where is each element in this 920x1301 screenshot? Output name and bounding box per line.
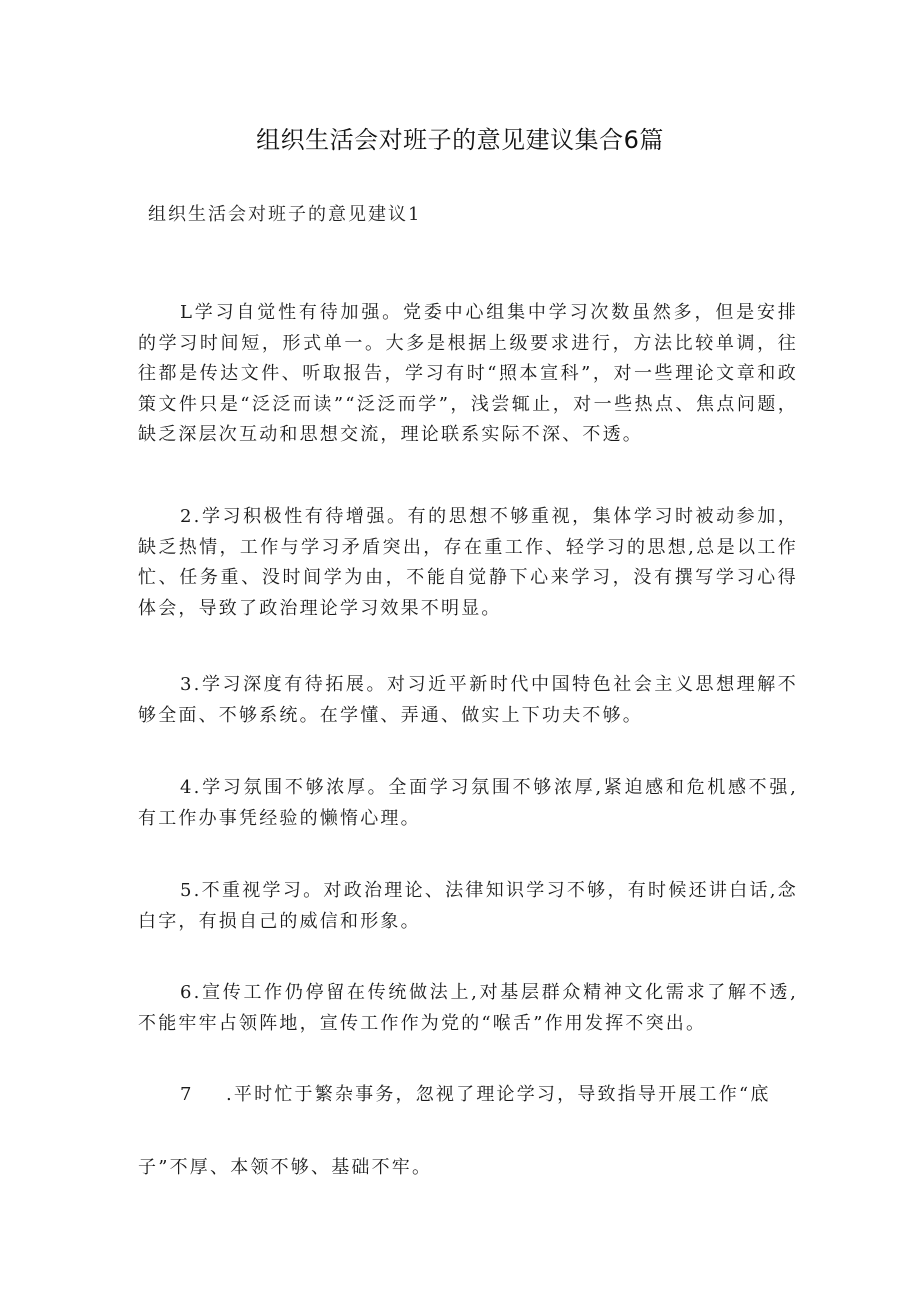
paragraph-2: 2.学习积极性有待增强。有的思想不够重视，集体学习时被动参加，缺乏热情，工作与学习矛盾突出，存在重工作、轻学习的思想,总是以工作忙、任务重、没时间学为由，不能自觉静下心来学习，没有撰写学习心得体会，导致了政治理论学习效果不明显。 (138, 506, 798, 619)
paragraph-4: 4.学习氛围不够浓厚。全面学习氛围不够浓厚,紧迫感和危机感不强,有工作办事凭经验的懒惰心理。 (138, 777, 798, 829)
paragraph-5: 5.不重视学习。对政治理论、法律知识学习不够，有时候还讲白话,念白字，有损自己的威信和形象。 (138, 880, 798, 932)
section-heading: 组织生活会对班子的意见建议1 (148, 204, 422, 225)
paragraph-1: L学习自觉性有待加强。党委中心组集中学习次数虽然多，但是安排的学习时间短，形式单一。大多是根据上级要求进行，方法比较单调，往往都是传达文件、听取报告，学习有时“照本宣科”，对一些理论文章和政策文件只是“泛泛而读”“泛泛而学”，浅尝辄止，对一些热点、焦点问题，缺乏深层次互动和思想交流，理论联系实际不深、不透。 (138, 302, 798, 445)
paragraph-7-line-2: 子”不厚、本领不够、基础不牢。 (138, 1157, 433, 1178)
paragraph-3: 3.学习深度有待拓展。对习近平新时代中国特色社会主义思想理解不够全面、不够系统。在学懂、弄通、做实上下功夫不够。 (138, 674, 798, 726)
paragraph-7-line-1 (180, 1080, 800, 1106)
paragraph-7-text: .平时忙于繁杂事务，忽视了理论学习，导致指导开展工作“底 (226, 1084, 771, 1105)
paragraph-7-number: 7 (180, 1084, 194, 1105)
paragraph-6: 6.宣传工作仍停留在传统做法上,对基层群众精神文化需求了解不透,不能牢牢占领阵地，宣传工作作为党的“喉舌”作用发挥不突出。 (138, 982, 798, 1034)
document-title: 组织生活会对班子的意见建议集合6篇 (256, 126, 664, 154)
